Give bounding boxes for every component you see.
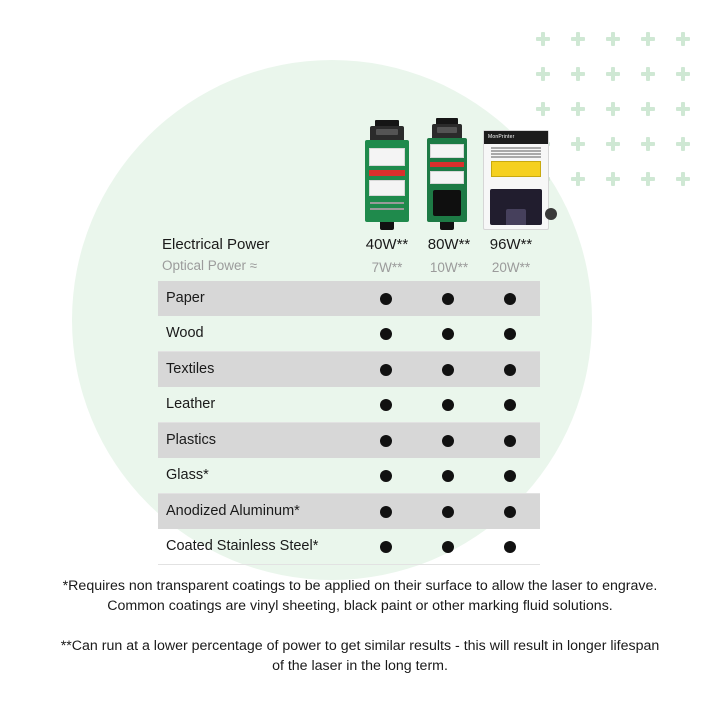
column-header-80w-optical: 10W** — [429, 260, 469, 275]
support-dot-40w — [380, 293, 392, 305]
module-top — [432, 124, 462, 138]
table-row — [158, 529, 540, 565]
plus-icon — [562, 164, 597, 199]
module-label-secondary — [369, 180, 406, 196]
module-enclosure — [483, 130, 549, 230]
plus-icon — [667, 164, 702, 199]
plus-icon — [562, 24, 597, 59]
support-dot-80w — [442, 328, 454, 340]
column-header-80w-electrical: 80W** — [427, 236, 471, 253]
support-dot-80w — [442, 470, 454, 482]
table-row — [158, 281, 540, 316]
support-dot-96w — [504, 328, 516, 340]
product-images-row — [355, 112, 555, 230]
plus-icon — [597, 24, 632, 59]
module-warning-stripe — [369, 170, 406, 176]
row-label: Paper — [166, 290, 205, 306]
support-dot-40w — [380, 328, 392, 340]
plus-icon — [562, 59, 597, 94]
table-row — [158, 458, 540, 494]
support-dot-80w — [442, 293, 454, 305]
column-header-80w — [414, 236, 484, 275]
table-row — [158, 316, 540, 352]
brand-label: MonPrinter — [484, 131, 548, 144]
row-label: Wood — [166, 325, 204, 341]
row-label: Glass* — [166, 467, 209, 483]
plus-icon — [667, 94, 702, 129]
module-nozzle — [380, 222, 395, 230]
support-dot-80w — [442, 506, 454, 518]
plus-icon — [597, 94, 632, 129]
module-body — [427, 138, 467, 222]
header-electrical-power: Electrical Power — [162, 236, 270, 253]
support-dot-40w — [380, 470, 392, 482]
support-dot-96w — [504, 293, 516, 305]
enclosure-text-block — [491, 147, 541, 159]
row-label: Coated Stainless Steel* — [166, 538, 319, 554]
plus-icon — [597, 59, 632, 94]
plus-icon — [667, 59, 702, 94]
support-dot-80w — [442, 541, 454, 553]
warning-sticker — [491, 161, 541, 177]
plus-icon — [597, 164, 632, 199]
plus-icon — [562, 129, 597, 164]
enclosure-window — [490, 189, 542, 225]
support-dot-40w — [380, 506, 392, 518]
module-label-secondary — [430, 171, 464, 184]
table-row — [158, 423, 540, 458]
module-label — [369, 148, 406, 166]
module-lens-window — [433, 190, 462, 216]
product-image-80w — [427, 118, 467, 230]
table-row — [158, 387, 540, 423]
support-dot-40w — [380, 541, 392, 553]
side-knob — [545, 208, 557, 220]
header-optical-power: Optical Power ≈ — [162, 258, 258, 273]
support-dot-80w — [442, 364, 454, 376]
support-dot-96w — [504, 470, 516, 482]
plus-icon — [632, 24, 667, 59]
column-header-40w-optical: 7W** — [371, 260, 403, 275]
support-dot-40w — [380, 364, 392, 376]
compatibility-table — [158, 281, 540, 565]
module-detail-line — [370, 202, 403, 204]
column-header-96w-optical: 20W** — [491, 260, 531, 275]
plus-icon — [667, 24, 702, 59]
product-image-40w — [365, 120, 409, 230]
column-header-40w-electrical: 40W** — [365, 236, 409, 253]
table-row — [158, 494, 540, 529]
footnote-power: **Can run at a lower percentage of power to get similar results - this will result in longer lifespan of the laser in the long term. — [60, 638, 660, 674]
support-dot-40w — [380, 435, 392, 447]
column-header-96w — [476, 236, 546, 275]
column-header-40w — [352, 236, 422, 275]
table-row — [158, 352, 540, 387]
support-dot-80w — [442, 435, 454, 447]
row-label: Leather — [166, 396, 216, 412]
module-detail-line — [370, 208, 403, 210]
plus-icon — [632, 94, 667, 129]
module-top — [370, 126, 403, 140]
product-image-96w — [483, 130, 549, 230]
support-dot-40w — [380, 399, 392, 411]
row-label: Anodized Aluminum* — [166, 503, 300, 519]
support-dot-96w — [504, 506, 516, 518]
support-dot-96w — [504, 435, 516, 447]
plus-icon — [562, 94, 597, 129]
row-label: Textiles — [166, 361, 215, 377]
support-dot-96w — [504, 364, 516, 376]
plus-icon — [632, 164, 667, 199]
plus-icon — [527, 59, 562, 94]
footnote-coatings: *Requires non transparent coatings to be applied on their surface to allow the laser to engrave. Common coatings are vinyl sheeting, black paint or other marking fluid solutions. — [62, 578, 658, 614]
module-body — [365, 140, 409, 222]
support-dot-96w — [504, 541, 516, 553]
row-label: Plastics — [166, 432, 216, 448]
support-dot-80w — [442, 399, 454, 411]
plus-icon — [667, 129, 702, 164]
plus-icon — [632, 59, 667, 94]
plus-icon — [597, 129, 632, 164]
module-nozzle — [440, 222, 454, 230]
footnotes — [60, 576, 660, 676]
plus-icon — [632, 129, 667, 164]
module-label — [430, 144, 464, 158]
support-dot-96w — [504, 399, 516, 411]
column-header-96w-electrical: 96W** — [489, 236, 533, 253]
module-warning-stripe — [430, 162, 464, 167]
plus-icon — [527, 24, 562, 59]
